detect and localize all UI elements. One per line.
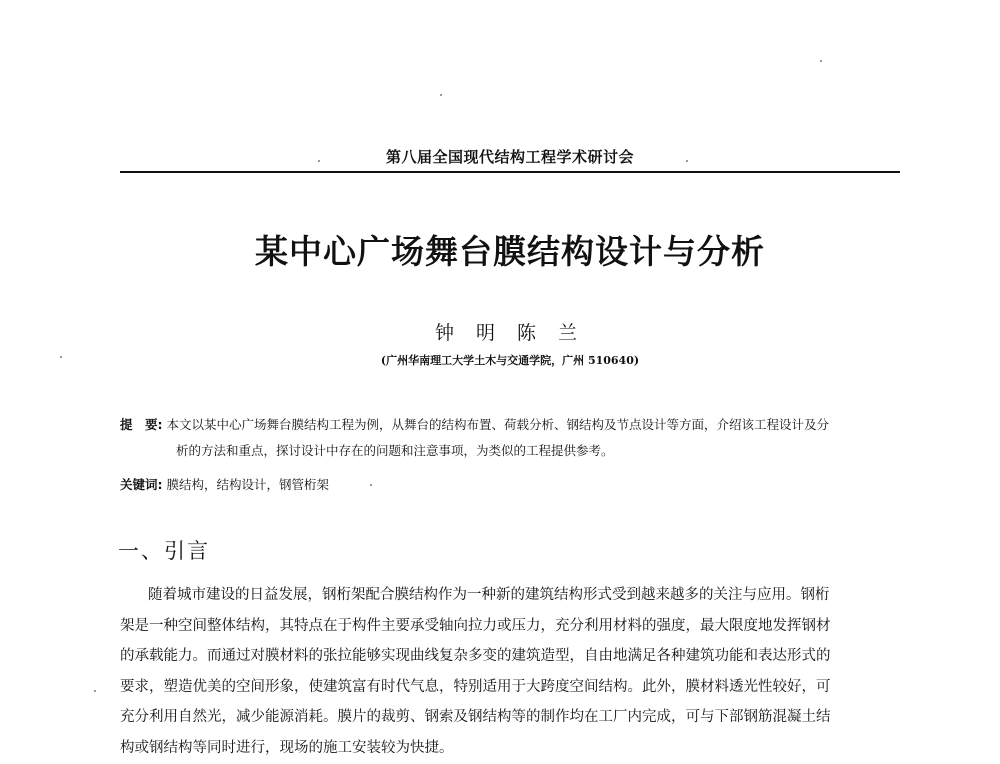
abstract-label: 提 要: — [120, 417, 163, 432]
scan-speck — [318, 160, 320, 162]
keywords — [120, 475, 904, 493]
body-line: 架是一种空间整体结构，其特点在于构件主要承受轴向拉力或压力，充分利用材料的强度，最大限度地发挥钢材 — [120, 617, 831, 634]
keywords-label: 关键词: — [120, 477, 163, 492]
abstract-text-2: 析的方法和重点，探讨设计中存在的问题和注意事项，为类似的工程提供参考。 — [176, 443, 614, 458]
paper-title: 某中心广场舞台膜结构设计与分析 — [255, 232, 765, 271]
header-rule — [120, 171, 900, 173]
scan-speck — [94, 690, 96, 692]
abstract-line-1 — [120, 412, 904, 438]
body-line: 构或钢结构等同时进行，现场的施工安装较为快捷。 — [120, 739, 454, 756]
paper-affiliation: (广州华南理工大学土木与交通学院，广州 510640) — [380, 354, 640, 367]
scan-speck — [370, 484, 372, 486]
scan-speck — [820, 60, 822, 62]
abstract-text-1: 本文以某中心广场舞台膜结构工程为例，从舞台的结构布置、荷载分析、钢结构及节点设计等方面，介绍该工程设计及分 — [166, 417, 829, 432]
body-line: 的承载能力。而通过对膜材料的张拉能够实现曲线复杂多变的建筑造型，自由地满足各种建筑功能和表达形式的 — [120, 648, 831, 665]
keywords-text: 膜结构，结构设计，钢管桁架 — [166, 477, 329, 492]
section-heading: 一、引言 — [118, 539, 210, 563]
scan-speck — [686, 160, 688, 162]
body-line: 随着城市建设的日益发展，钢桁架配合膜结构作为一种新的建筑结构形式受到越来越多的关注与应用。钢桁 — [148, 587, 830, 603]
paper-authors: 钟 明 陈 兰 — [434, 322, 586, 344]
section-body — [120, 580, 904, 764]
abstract — [120, 412, 904, 464]
conference-header: 第八届全国现代结构工程学术研讨会 — [385, 148, 634, 166]
body-line: 要求，塑造优美的空间形象，使建筑富有时代气息，特别适用于大跨度空间结构。此外，膜材料透光性较好，可 — [120, 678, 831, 695]
scan-speck — [60, 356, 62, 358]
scan-speck — [440, 94, 442, 96]
body-line: 充分利用自然光，减少能源消耗。膜片的裁剪、钢索及钢结构等的制作均在工厂内完成，可与下部钢筋混凝土结 — [120, 709, 831, 726]
